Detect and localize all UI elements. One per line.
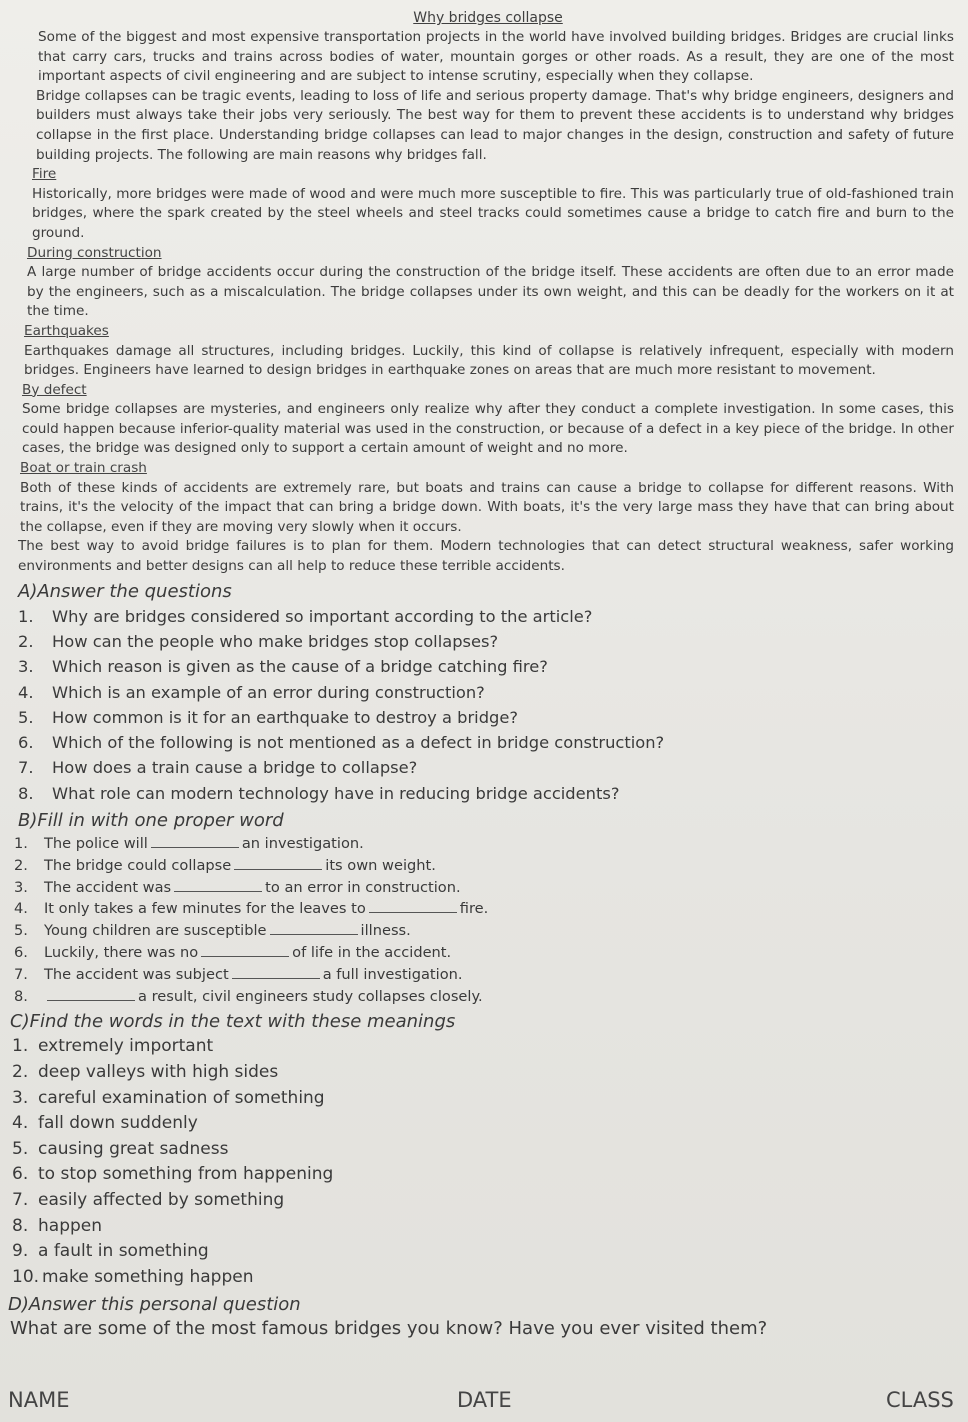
answer-blank[interactable] [369, 899, 457, 913]
intro-paragraph: Some of the biggest and most expensive transportation projects in the world have involved building bridges. Bridges are crucial links that carry cars, trucks and trains across bodies of water, mountain gorges or other roads. As a result, they are one of the most important aspects of civil engineering and are subject to intense scrutiny, especially when they collapse. [38, 29, 954, 85]
list-item: 5. How common is it for an earthquake to destroy a bridge? [18, 707, 519, 727]
section-a-title: A)Answer the questions [18, 580, 232, 602]
date-label: DATE [457, 1388, 512, 1412]
list-item: 3. The accident was to an error in construction. [14, 878, 461, 896]
list-item: 7. easily affected by something [12, 1189, 285, 1210]
list-item: 4. It only takes a few minutes for the leaves to fire. [14, 900, 489, 918]
personal-question: What are some of the most famous bridges you know? Have you ever visited them? [10, 1318, 768, 1340]
intro-paragraph: Bridge collapses can be tragic events, leading to loss of life and serious property damage. That's why bridge engineers, designers and builders must always take their jobs very seriously. The best way for them to prevent these accidents is to understand why bridges collapse in the first place. Understanding bridge collapses can lead to major changes in the design, construction and safety of future building projects. The following are main reasons why bridges fall. [36, 87, 954, 163]
list-item: 2. deep valleys with high sides [12, 1061, 279, 1082]
list-item: 8. happen [12, 1215, 103, 1236]
list-item: 5. causing great sadness [12, 1138, 229, 1159]
answer-blank[interactable] [201, 943, 289, 957]
list-item: 4. fall down suddenly [12, 1113, 198, 1134]
section-b-title: B)Fill in with one proper word [18, 810, 284, 831]
answer-blank[interactable] [47, 987, 135, 1001]
list-item: 8. What role can modern technology have in reducing bridge accidents? [18, 783, 620, 803]
page-title: Why bridges collapse [413, 10, 563, 26]
footer [0, 1388, 968, 1418]
list-item: 7. How does a train cause a bridge to collapse? [18, 758, 418, 778]
section-heading-construction: During construction [27, 244, 162, 261]
class-label: CLASS [886, 1388, 954, 1412]
list-item: 2. How can the people who make bridges stop collapses? [18, 631, 499, 651]
section-heading-defect: By defect [22, 381, 87, 398]
answer-blank[interactable] [151, 834, 239, 848]
answer-blank[interactable] [174, 878, 262, 892]
list-item: 5. Young children are susceptible illness. [14, 922, 411, 940]
list-item: 6. Which of the following is not mentioned as a defect in bridge construction? [18, 733, 665, 753]
list-item: 8. a result, civil engineers study collapses closely. [14, 987, 483, 1005]
list-item: 4. Which is an example of an error during construction? [18, 682, 485, 702]
question-list [18, 604, 954, 806]
list-item: 3. Which reason is given as the cause of a bridge catching fire? [18, 657, 548, 677]
section-text-earthquakes: Earthquakes damage all structures, including bridges. Luckily, this kind of collapse is relatively infrequent, especially with modern bridges. Engineers have learned to design bridges in earthquake zones on areas that are much more resistant to movement. [24, 342, 954, 379]
list-item: 10. make something happen [12, 1266, 254, 1287]
list-item: 7. The accident was subject a full investigation. [14, 965, 463, 983]
answer-blank[interactable] [270, 921, 358, 935]
section-text-fire: Historically, more bridges were made of wood and were much more susceptible to fire. This was particularly true of old-fashioned train bridges, where the spark created by the steel wheels and steel tracks could sometimes cause a bridge to catch fire and burn to the ground. [32, 185, 954, 241]
fill-in-list [14, 833, 954, 1007]
section-text-defect: Some bridge collapses are mysteries, and engineers only realize why after they conduct a complete investigation. In some cases, this could happen because inferior-quality material was used in the construction, or because of a defect in a key piece of the bridge. In other cases, the bridge was designed only to support a certain amount of weight and no more. [22, 401, 954, 457]
list-item: 9. a fault in something [12, 1241, 209, 1262]
section-heading-crash: Boat or train crash [20, 460, 147, 477]
list-item: 1. Why are bridges considered so important according to the article? [18, 606, 593, 626]
section-heading-fire: Fire [32, 166, 57, 183]
vocabulary-list [12, 1034, 954, 1290]
list-item: 3. careful examination of something [12, 1087, 325, 1108]
list-item: 6. to stop something from happening [12, 1164, 334, 1185]
name-label: NAME [8, 1388, 70, 1412]
section-heading-earthquakes: Earthquakes [24, 322, 109, 339]
conclusion-paragraph: The best way to avoid bridge failures is to plan for them. Modern technologies that can detect structural weakness, safer working environments and better designs can all help to reduce these terrible accidents. [18, 538, 954, 575]
answer-blank[interactable] [234, 856, 322, 870]
section-text-crash: Both of these kinds of accidents are extremely rare, but boats and trains can cause a bridge to collapse for different reasons. With trains, it's the velocity of the impact that can bring a bridge down. With boats, it's the very large mass they have that can bring about the collapse, even if they are moving very slowly when it occurs. [20, 479, 954, 535]
list-item: 2. The bridge could collapse its own weight. [14, 856, 436, 874]
answer-blank[interactable] [232, 965, 320, 979]
section-text-construction: A large number of bridge accidents occur during the construction of the bridge itself. These accidents are often due to an error made by the engineers, such as a miscalculation. The bridge collapses under its own weight, and this can be deadly for the workers on it at the time. [27, 264, 954, 320]
section-d-title: D)Answer this personal question [8, 1294, 301, 1316]
list-item: 6. Luckily, there was no of life in the accident. [14, 943, 452, 961]
section-c-title: C)Find the words in the text with these meanings [10, 1011, 456, 1033]
list-item: 1. extremely important [12, 1036, 214, 1057]
list-item: 1. The police will an investigation. [14, 835, 364, 852]
